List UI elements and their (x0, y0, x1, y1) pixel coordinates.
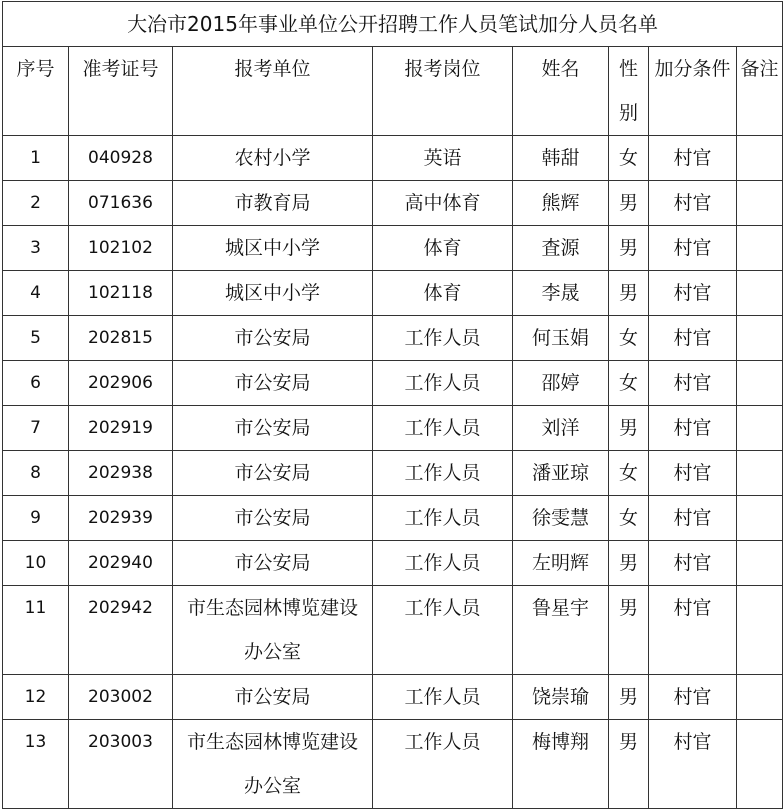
cell-name: 査源 (513, 226, 609, 271)
cell-bonus: 村官 (649, 271, 737, 316)
cell-bonus: 村官 (649, 226, 737, 271)
cell-bonus: 村官 (649, 361, 737, 406)
cell-seq: 4 (3, 271, 69, 316)
cell-unit: 市公安局 (173, 406, 373, 451)
cell-name: 徐雯慧 (513, 496, 609, 541)
cell-remark (737, 720, 783, 809)
cell-position: 工作人员 (373, 361, 513, 406)
table-title: 大冶市2015年事业单位公开招聘工作人员笔试加分人员名单 (3, 2, 783, 47)
header-unit: 报考单位 (173, 47, 373, 136)
cell-seq: 12 (3, 675, 69, 720)
cell-bonus: 村官 (649, 136, 737, 181)
cell-exam-id: 202940 (69, 541, 173, 586)
cell-exam-id: 203002 (69, 675, 173, 720)
cell-exam-id: 040928 (69, 136, 173, 181)
cell-remark (737, 226, 783, 271)
cell-unit: 市公安局 (173, 361, 373, 406)
cell-exam-id: 202919 (69, 406, 173, 451)
cell-seq: 1 (3, 136, 69, 181)
cell-bonus: 村官 (649, 586, 737, 675)
cell-position: 工作人员 (373, 541, 513, 586)
cell-unit-wrapped (173, 586, 373, 675)
cell-remark (737, 271, 783, 316)
cell-remark (737, 451, 783, 496)
cell-seq: 5 (3, 316, 69, 361)
cell-name: 李晟 (513, 271, 609, 316)
cell-exam-id: 202938 (69, 451, 173, 496)
table-row (3, 316, 783, 361)
cell-unit: 城区中小学 (173, 226, 373, 271)
cell-seq: 6 (3, 361, 69, 406)
cell-seq: 3 (3, 226, 69, 271)
cell-gender: 女 (609, 136, 649, 181)
cell-name: 鲁星宇 (513, 586, 609, 675)
header-name: 姓名 (513, 47, 609, 136)
cell-unit: 农村小学 (173, 136, 373, 181)
cell-seq: 2 (3, 181, 69, 226)
cell-name: 潘亚琼 (513, 451, 609, 496)
cell-seq: 10 (3, 541, 69, 586)
table-row (3, 226, 783, 271)
cell-exam-id: 202815 (69, 316, 173, 361)
cell-name: 何玉娟 (513, 316, 609, 361)
table-row (3, 451, 783, 496)
cell-gender: 男 (609, 181, 649, 226)
table-row (3, 136, 783, 181)
table-row (3, 541, 783, 586)
cell-gender: 女 (609, 316, 649, 361)
cell-position: 体育 (373, 271, 513, 316)
cell-bonus: 村官 (649, 496, 737, 541)
cell-position: 工作人员 (373, 316, 513, 361)
cell-position: 工作人员 (373, 720, 513, 809)
cell-bonus: 村官 (649, 720, 737, 809)
cell-remark (737, 541, 783, 586)
cell-seq: 13 (3, 720, 69, 809)
cell-bonus: 村官 (649, 541, 737, 586)
cell-position: 工作人员 (373, 675, 513, 720)
cell-bonus: 村官 (649, 181, 737, 226)
cell-remark (737, 675, 783, 720)
cell-gender: 男 (609, 541, 649, 586)
cell-gender: 男 (609, 226, 649, 271)
cell-remark (737, 316, 783, 361)
table-row (3, 181, 783, 226)
cell-unit: 城区中小学 (173, 271, 373, 316)
roster-document (0, 1, 784, 799)
cell-exam-id: 202906 (69, 361, 173, 406)
cell-gender: 男 (609, 406, 649, 451)
header-exam-id: 准考证号 (69, 47, 173, 136)
cell-position: 英语 (373, 136, 513, 181)
cell-seq: 11 (3, 586, 69, 675)
header-gender-cell (609, 47, 649, 136)
cell-gender: 女 (609, 451, 649, 496)
cell-bonus: 村官 (649, 451, 737, 496)
cell-gender: 男 (609, 271, 649, 316)
cell-unit: 市公安局 (173, 451, 373, 496)
table-row (3, 361, 783, 406)
cell-unit-wrapped (173, 720, 373, 809)
cell-exam-id: 071636 (69, 181, 173, 226)
cell-unit: 市公安局 (173, 496, 373, 541)
cell-remark (737, 361, 783, 406)
cell-gender: 男 (609, 586, 649, 675)
cell-name: 左明辉 (513, 541, 609, 586)
header-gender: 性别 (618, 58, 638, 124)
cell-position: 工作人员 (373, 406, 513, 451)
cell-remark (737, 496, 783, 541)
cell-gender: 男 (609, 675, 649, 720)
header-position: 报考岗位 (373, 47, 513, 136)
cell-name: 饶崇瑜 (513, 675, 609, 720)
table-row (3, 586, 783, 675)
cell-unit: 市生态园林博览建设办公室 (186, 731, 358, 797)
cell-name: 邵婷 (513, 361, 609, 406)
cell-seq: 8 (3, 451, 69, 496)
cell-exam-id: 202939 (69, 496, 173, 541)
cell-bonus: 村官 (649, 316, 737, 361)
cell-unit: 市教育局 (173, 181, 373, 226)
cell-bonus: 村官 (649, 675, 737, 720)
cell-name: 韩甜 (513, 136, 609, 181)
bonus-roster-table (2, 1, 783, 809)
cell-position: 工作人员 (373, 586, 513, 675)
header-row (3, 47, 783, 136)
cell-remark (737, 586, 783, 675)
table-row (3, 271, 783, 316)
table-row (3, 675, 783, 720)
table-row (3, 406, 783, 451)
cell-seq: 9 (3, 496, 69, 541)
cell-gender: 女 (609, 361, 649, 406)
header-seq: 序号 (3, 47, 69, 136)
header-remarks: 备注 (737, 47, 783, 136)
cell-name: 梅博翔 (513, 720, 609, 809)
header-bonus-condition: 加分条件 (649, 47, 737, 136)
cell-gender: 男 (609, 720, 649, 809)
cell-remark (737, 181, 783, 226)
cell-name: 刘洋 (513, 406, 609, 451)
cell-remark (737, 136, 783, 181)
table-row (3, 720, 783, 809)
cell-unit: 市公安局 (173, 541, 373, 586)
cell-unit: 市公安局 (173, 675, 373, 720)
cell-unit: 市生态园林博览建设办公室 (186, 597, 358, 663)
cell-gender: 女 (609, 496, 649, 541)
cell-exam-id: 102102 (69, 226, 173, 271)
cell-exam-id: 102118 (69, 271, 173, 316)
cell-unit: 市公安局 (173, 316, 373, 361)
cell-bonus: 村官 (649, 406, 737, 451)
table-row (3, 496, 783, 541)
cell-seq: 7 (3, 406, 69, 451)
cell-position: 工作人员 (373, 451, 513, 496)
cell-name: 熊辉 (513, 181, 609, 226)
cell-position: 高中体育 (373, 181, 513, 226)
cell-remark (737, 406, 783, 451)
cell-exam-id: 202942 (69, 586, 173, 675)
cell-exam-id: 203003 (69, 720, 173, 809)
cell-position: 工作人员 (373, 496, 513, 541)
cell-position: 体育 (373, 226, 513, 271)
